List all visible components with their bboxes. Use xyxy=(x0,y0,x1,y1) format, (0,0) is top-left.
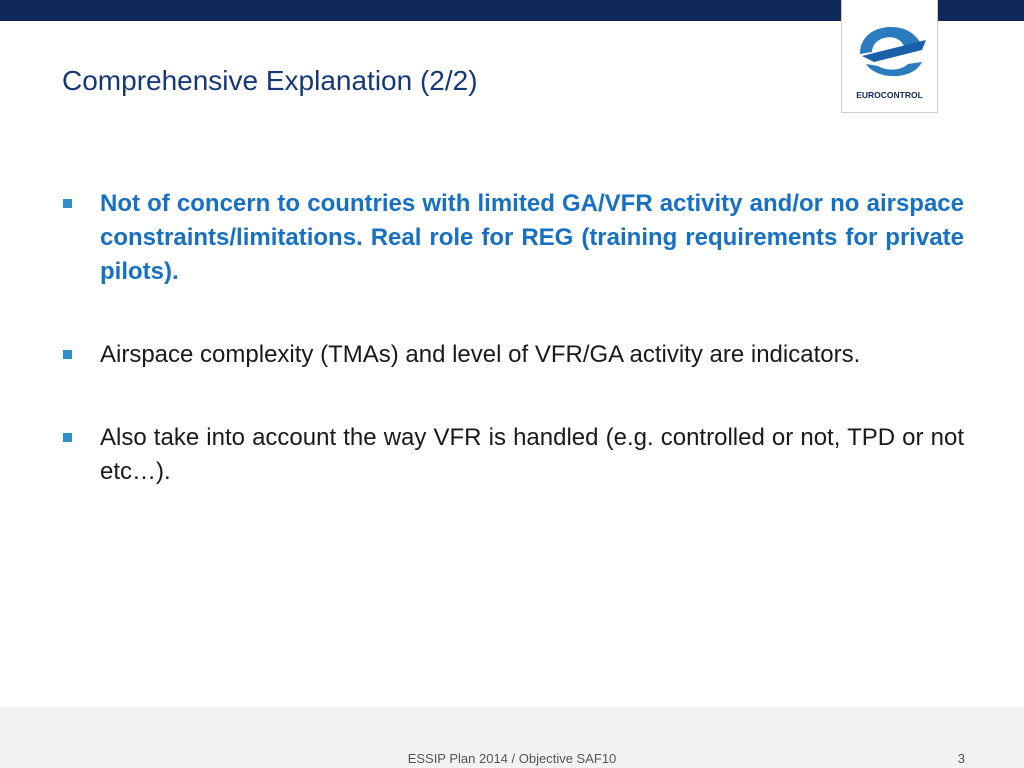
square-bullet-icon xyxy=(63,433,72,442)
bullet-text: Airspace complexity (TMAs) and level of VFR/GA activity are indicators. xyxy=(100,341,861,368)
footer-label: ESSIP Plan 2014 / Objective SAF10 xyxy=(407,751,617,766)
square-bullet-icon xyxy=(63,350,72,359)
slide-title: Comprehensive Explanation (2/2) xyxy=(62,65,478,96)
bullet-list xyxy=(62,187,964,489)
eurocontrol-logo xyxy=(841,0,938,113)
logo-text: EUROCONTROL xyxy=(856,90,923,100)
footer xyxy=(0,707,1024,768)
bullet-item xyxy=(62,187,964,289)
eurocontrol-e-icon xyxy=(852,16,928,82)
bullet-text: Also take into account the way VFR is handled (e.g. controlled or not, TPD or not etc…). xyxy=(100,424,964,485)
page-number: 3 xyxy=(957,751,965,766)
bullet-item xyxy=(62,421,964,489)
bullet-item xyxy=(62,338,964,372)
square-bullet-icon xyxy=(63,199,72,208)
bullet-text: Not of concern to countries with limited GA/VFR activity and/or no airspace constraints/limitations. Real role for REG (training requirements for private pilots). xyxy=(100,190,964,285)
